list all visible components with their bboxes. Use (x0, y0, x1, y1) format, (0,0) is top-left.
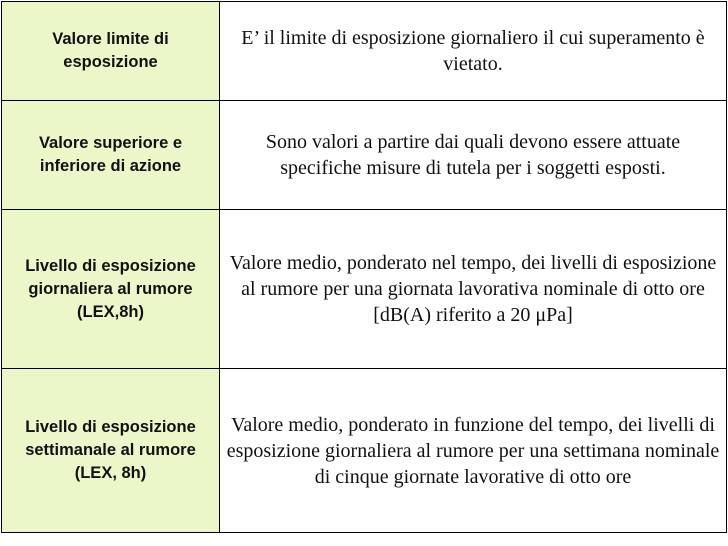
definition-cell: Sono valori a partire dai quali devono essere attuate specifiche misure di tutela per i soggetti esposti. (220, 101, 727, 210)
table-row (2, 210, 727, 369)
table-row (2, 2, 727, 101)
term-cell: Valore superiore e inferiore di azione (2, 101, 220, 210)
term-cell: Valore limite di esposizione (2, 2, 220, 101)
term-cell: Livello di esposizione settimanale al rumore (LEX, 8h) (2, 369, 220, 533)
definition-cell: Valore medio, ponderato in funzione del tempo, dei livelli di esposizione giornaliera al rumore per una settimana nominale di cinque giornate lavorative di otto ore (220, 369, 727, 533)
definition-cell: Valore medio, ponderato nel tempo, dei livelli di esposizione al rumore per una giornata lavorativa nominale di otto ore [dB(A) riferito a 20 μPa] (220, 210, 727, 369)
definitions-table (1, 1, 727, 533)
table-row (2, 369, 727, 533)
definition-cell: E’ il limite di esposizione giornaliero il cui superamento è vietato. (220, 2, 727, 101)
term-cell: Livello di esposizione giornaliera al rumore (LEX,8h) (2, 210, 220, 369)
table-row (2, 101, 727, 210)
